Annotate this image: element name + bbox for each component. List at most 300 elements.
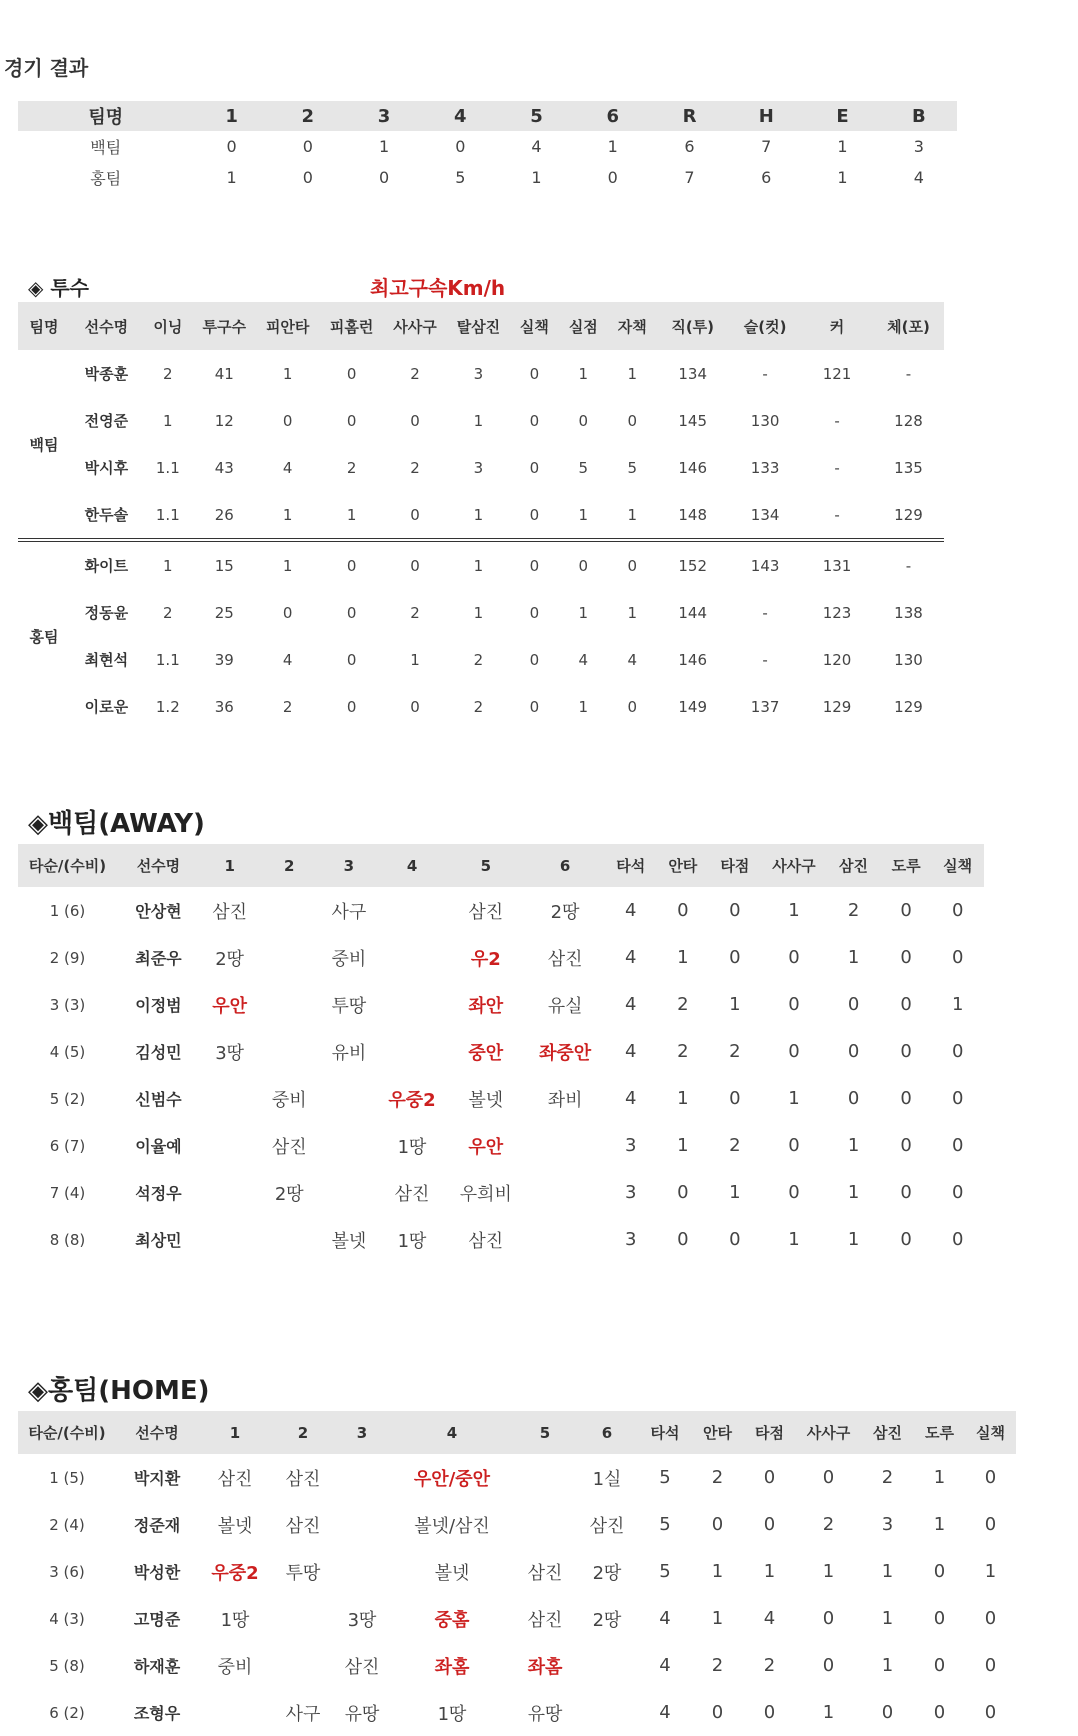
stat-cell: 0	[933, 1702, 946, 1723]
stat-cell: 0	[729, 947, 741, 968]
inning-result: 1땅	[397, 1230, 427, 1252]
score-cell: 홍팀	[90, 169, 122, 188]
batting-order: 5 (8)	[49, 1656, 85, 1675]
column-header: 실책	[965, 1411, 1016, 1454]
stat-cell: 0	[951, 1135, 964, 1156]
table-row	[18, 540, 944, 589]
column-header: B	[881, 101, 957, 131]
home-title: ◈홍팀(HOME)	[28, 1376, 210, 1406]
stat-cell: 123	[822, 603, 852, 622]
stat-cell: 0	[822, 1467, 835, 1488]
column-header: 선수명	[117, 844, 200, 887]
table-row	[18, 491, 944, 540]
stat-cell: 1	[763, 1561, 776, 1582]
column-header: 6	[576, 1411, 638, 1454]
inning-result: 투땅	[331, 995, 367, 1017]
score-cell: 0	[226, 137, 237, 156]
inning-result: 1실	[592, 1468, 622, 1490]
column-header: R	[651, 101, 728, 131]
inning-result	[334, 1454, 390, 1501]
inning-result	[576, 1642, 638, 1689]
column-header: 1	[198, 1411, 272, 1454]
inning-result: 투땅	[285, 1562, 321, 1584]
table-row	[18, 934, 984, 981]
inning-result: 3땅	[347, 1609, 377, 1631]
inning-result: 우중2	[388, 1089, 436, 1111]
inning-result: 2땅	[215, 948, 245, 970]
player-name: 김성민	[135, 1043, 182, 1062]
stat-cell: 1	[711, 1561, 724, 1582]
inning-result: 1땅	[220, 1609, 250, 1631]
inning-result: 좌안	[468, 995, 504, 1017]
stat-cell: 1	[822, 1702, 835, 1723]
stat-cell: 2	[410, 603, 420, 622]
stat-cell: 0	[788, 994, 800, 1015]
stat-cell: 2	[473, 650, 484, 669]
column-header: 피안타	[256, 302, 320, 350]
stat-cell: 121	[822, 364, 852, 383]
inning-result	[198, 1689, 272, 1736]
column-header: 실책	[510, 302, 558, 350]
player-name: 조형우	[133, 1704, 181, 1723]
column-header: 도루	[914, 1411, 965, 1454]
stat-cell: 0	[320, 540, 384, 589]
speed-note: 최고구속Km/h	[370, 276, 506, 300]
stat-cell: 1	[163, 411, 173, 430]
scoreboard-header	[18, 101, 957, 131]
stat-cell: 2	[677, 1041, 689, 1062]
inning-result: 삼진	[468, 1230, 504, 1252]
column-header: 이닝	[143, 302, 193, 350]
stat-cell: 0	[951, 1229, 964, 1250]
inning-result: 중비	[271, 1089, 307, 1111]
column-header: 1	[193, 101, 269, 131]
inning-result	[259, 934, 319, 981]
stat-cell: 1	[788, 1229, 800, 1250]
stat-cell: 0	[529, 603, 540, 622]
stat-cell: 0	[881, 1702, 894, 1723]
inning-result	[200, 1216, 260, 1263]
stat-cell: 0	[951, 1182, 964, 1203]
stat-cell: 1	[282, 505, 293, 524]
stat-cell: 15	[193, 540, 256, 589]
player-name: 고명준	[133, 1610, 181, 1629]
column-header: 타점	[708, 844, 762, 887]
player-name: 박성한	[133, 1563, 181, 1582]
stat-cell: 0	[984, 1467, 997, 1488]
pitchers-title: ◈ 투수	[28, 276, 89, 300]
stat-cell: 1	[951, 994, 964, 1015]
stat-cell: 134	[678, 364, 707, 383]
stat-cell: 1	[847, 1182, 860, 1203]
stat-cell: 0	[900, 1182, 912, 1203]
column-header: 피홈런	[320, 302, 384, 350]
stat-cell: 2	[711, 1655, 724, 1676]
stat-cell: 1	[627, 603, 638, 622]
stat-cell: 0	[788, 1182, 800, 1203]
stat-cell: -	[762, 364, 768, 383]
team-cell: 백팀	[29, 435, 59, 454]
stat-cell: -	[905, 364, 912, 383]
stat-cell: -	[873, 540, 944, 589]
stat-cell: 41	[214, 364, 234, 383]
stat-cell: 0	[529, 697, 540, 716]
stat-cell: 1	[711, 1608, 724, 1629]
stat-cell: 144	[678, 603, 707, 622]
stat-cell: 3	[473, 458, 484, 477]
scoreboard-body	[18, 131, 957, 193]
stat-cell: 12	[214, 411, 234, 430]
stat-cell: 0	[410, 697, 420, 716]
stat-cell: 1	[473, 505, 484, 524]
stat-cell: 0	[729, 1088, 741, 1109]
stat-cell: 1	[677, 947, 689, 968]
stat-cell: 0	[384, 540, 447, 589]
stat-cell: 3	[625, 1182, 637, 1203]
stat-cell: 1	[881, 1608, 894, 1629]
stat-cell: 4	[625, 994, 637, 1015]
stat-cell: 129	[894, 697, 923, 716]
stat-cell: 2	[729, 1135, 741, 1156]
inning-result	[334, 1548, 390, 1595]
stat-cell: 0	[788, 1041, 800, 1062]
table-row	[18, 1548, 1016, 1595]
stat-cell: 3	[473, 364, 484, 383]
table-row	[18, 1028, 984, 1075]
table-row	[18, 1169, 984, 1216]
player-name: 최상민	[135, 1231, 182, 1250]
stat-cell: 1	[627, 505, 638, 524]
stat-cell: 0	[788, 947, 800, 968]
stat-cell: 0	[763, 1702, 776, 1723]
inning-result: 2땅	[592, 1609, 622, 1631]
inning-result: 우안/중안	[413, 1468, 491, 1490]
column-header: 체(포)	[873, 302, 944, 350]
stat-cell: -	[762, 603, 768, 622]
table-row	[18, 1689, 1016, 1736]
stat-cell: 2	[410, 458, 420, 477]
inning-result: 좌중안	[539, 1042, 592, 1064]
stat-cell: 0	[410, 411, 420, 430]
stat-cell: 2	[346, 458, 357, 477]
stat-cell: 0	[900, 1088, 912, 1109]
stat-cell: 43	[214, 458, 234, 477]
stat-cell: 4	[659, 1655, 671, 1676]
stat-cell: 4	[625, 900, 637, 921]
stat-cell: 1.1	[155, 505, 180, 524]
column-header: 도루	[881, 844, 932, 887]
player-name: 정준재	[133, 1516, 181, 1535]
score-cell: 0	[607, 168, 618, 187]
score-cell: 0	[302, 168, 313, 187]
stat-cell: 1	[788, 900, 800, 921]
stat-cell: 4	[282, 650, 293, 669]
column-header: 4	[390, 1411, 514, 1454]
stat-cell: 120	[822, 650, 852, 669]
stat-cell: 1	[410, 650, 420, 669]
stat-cell: 128	[894, 411, 923, 430]
stat-cell: 0	[729, 1229, 741, 1250]
inning-result	[576, 1689, 638, 1736]
column-header: 삼진	[826, 844, 881, 887]
stat-cell: 4	[627, 650, 638, 669]
stat-cell: 0	[763, 1467, 776, 1488]
column-header: 투구수	[193, 302, 256, 350]
inning-result: 중비	[331, 948, 367, 970]
stat-cell: 0	[729, 900, 741, 921]
stat-cell: 2	[711, 1467, 724, 1488]
stat-cell: 5	[578, 458, 589, 477]
stat-cell: 2	[881, 1467, 894, 1488]
batting-order: 1 (6)	[49, 901, 86, 920]
stat-cell: 2	[847, 900, 860, 921]
stat-cell: 5	[627, 458, 638, 477]
table-row	[18, 162, 957, 193]
stat-cell: 1	[933, 1514, 946, 1535]
stat-cell: 0	[346, 411, 357, 430]
stat-cell: 0	[529, 505, 540, 524]
stat-cell: 0	[346, 603, 357, 622]
stat-cell: 0	[984, 1514, 997, 1535]
stat-cell: 4	[625, 1088, 637, 1109]
stat-cell: 1	[677, 1135, 689, 1156]
stat-cell: 137	[750, 697, 780, 716]
table-row	[18, 683, 944, 730]
inning-result: 2땅	[550, 901, 580, 923]
stat-cell: 138	[894, 603, 923, 622]
stat-cell: 4	[625, 1041, 637, 1062]
score-cell: 5	[455, 168, 466, 187]
player-name: 정동윤	[84, 604, 129, 622]
table-row	[18, 397, 944, 444]
stat-cell: 1	[578, 603, 589, 622]
player-name: 이로운	[84, 698, 129, 716]
inning-result: 유땅	[344, 1703, 380, 1725]
table-row	[18, 1642, 1016, 1689]
stat-cell: 0	[822, 1655, 835, 1676]
stat-cell: 5	[659, 1467, 671, 1488]
stat-cell: 1	[473, 603, 484, 622]
score-cell: 백팀	[90, 138, 122, 157]
column-header: 2	[270, 101, 346, 131]
inning-result: 중홈	[434, 1609, 470, 1631]
batting-order: 1 (5)	[49, 1468, 85, 1487]
inning-result	[259, 887, 319, 934]
stat-cell: 0	[282, 411, 293, 430]
inning-result: 우중2	[211, 1562, 259, 1584]
stat-cell: 0	[822, 1608, 835, 1629]
batting-order: 5 (2)	[49, 1089, 86, 1108]
stat-cell: -	[834, 458, 840, 477]
score-cell: 1	[378, 137, 390, 156]
stat-cell: 0	[558, 540, 608, 589]
stat-cell: 0	[951, 1088, 964, 1109]
player-name: 신범수	[135, 1090, 182, 1109]
score-cell: 1	[607, 137, 618, 156]
inning-result: 2땅	[592, 1562, 622, 1584]
stat-cell: 0	[763, 1514, 776, 1535]
column-header: 팀명	[18, 302, 70, 350]
player-name: 이정범	[135, 996, 182, 1015]
stat-cell: 0	[900, 1229, 912, 1250]
inning-result: 볼넷	[434, 1562, 470, 1584]
stat-cell: 0	[788, 1135, 800, 1156]
pitchers-body	[18, 350, 944, 730]
inning-result: 1땅	[397, 1136, 427, 1158]
stat-cell: 0	[951, 900, 964, 921]
stat-cell: 0	[933, 1608, 946, 1629]
score-cell: 1	[837, 168, 848, 187]
inning-result: 삼진	[285, 1468, 321, 1490]
column-header: 타순/(수비)	[18, 1411, 116, 1454]
column-header: 타석	[638, 1411, 692, 1454]
column-header: 2	[272, 1411, 334, 1454]
column-header: 타점	[743, 1411, 796, 1454]
stat-cell: 2	[729, 1041, 741, 1062]
away-title: ◈백팀(AWAY)	[28, 809, 205, 839]
player-name: 최현석	[84, 651, 129, 669]
player-name: 하재훈	[133, 1657, 181, 1676]
inning-result: 우안	[468, 1136, 504, 1158]
stat-cell: 4	[282, 458, 293, 477]
stat-cell: 0	[529, 650, 540, 669]
score-cell: 4	[913, 168, 924, 187]
stat-cell: 4	[763, 1608, 776, 1629]
inning-result: 볼넷	[217, 1515, 253, 1537]
inning-result: 우2	[470, 948, 501, 970]
batting-order: 2 (9)	[49, 948, 86, 967]
player-name: 안상현	[135, 902, 182, 921]
inning-result	[379, 934, 446, 981]
column-header: 탈삼진	[446, 302, 510, 350]
stat-cell: 0	[933, 1655, 946, 1676]
stat-cell: 0	[900, 900, 912, 921]
player-name: 화이트	[70, 540, 143, 589]
batting-order: 4 (3)	[49, 1609, 85, 1628]
score-cell: 0	[378, 168, 390, 187]
stat-cell: 0	[677, 1182, 689, 1203]
home-header	[18, 1411, 1016, 1454]
column-header: 삼진	[861, 1411, 914, 1454]
inning-result: 우희비	[459, 1183, 512, 1205]
stat-cell: 0	[677, 1229, 689, 1250]
stat-cell: 1.1	[155, 458, 180, 477]
column-header: 5	[498, 101, 574, 131]
home-body	[18, 1454, 1016, 1736]
column-header: 실점	[558, 302, 608, 350]
inning-result: 삼진	[589, 1515, 625, 1537]
column-header: 팀명	[18, 101, 193, 131]
stat-cell: 0	[627, 697, 638, 716]
stat-cell: 135	[894, 458, 923, 477]
stat-cell: 2	[410, 364, 420, 383]
score-cell: 6	[761, 168, 772, 187]
stat-cell: 1	[578, 364, 589, 383]
inning-result	[319, 1075, 379, 1122]
stat-cell: 2	[763, 1655, 776, 1676]
inning-result: 사구	[285, 1703, 321, 1725]
away-header	[18, 844, 984, 887]
column-header: 직(투)	[656, 302, 729, 350]
player-name: 박시후	[84, 459, 129, 477]
column-header: 4	[422, 101, 498, 131]
inning-result: 좌홈	[434, 1656, 470, 1678]
stat-cell: 0	[529, 411, 540, 430]
table-row	[18, 1501, 1016, 1548]
player-name: 박종훈	[84, 365, 129, 383]
inning-result: 삼진	[394, 1183, 430, 1205]
stat-cell: 1.2	[155, 697, 180, 716]
player-name: 석정우	[135, 1184, 182, 1203]
column-header: 선수명	[70, 302, 143, 350]
inning-result	[319, 1122, 379, 1169]
stat-cell: 0	[900, 947, 912, 968]
inning-result: 볼넷/삼진	[414, 1515, 490, 1537]
batting-order: 2 (4)	[49, 1515, 85, 1534]
stat-cell: 0	[578, 411, 589, 430]
stat-cell: 1	[984, 1561, 997, 1582]
column-header: 사사구	[762, 844, 827, 887]
stat-cell: 4	[578, 650, 589, 669]
column-header: 실책	[931, 844, 984, 887]
stat-cell: 0	[951, 1041, 964, 1062]
inning-result	[379, 1028, 446, 1075]
stat-cell: 0	[410, 505, 420, 524]
column-header: 사사구	[796, 1411, 861, 1454]
score-cell: 6	[684, 137, 695, 156]
stat-cell: 4	[659, 1608, 671, 1629]
table-row	[18, 589, 944, 636]
stat-cell: 0	[529, 364, 540, 383]
stat-cell: 143	[729, 540, 801, 589]
inning-result: 삼진	[527, 1609, 563, 1631]
stat-cell: 1	[933, 1467, 946, 1488]
player-name: 박지환	[133, 1469, 181, 1488]
stat-cell: -	[834, 505, 840, 524]
stat-cell: 152	[656, 540, 729, 589]
inning-result: 중안	[468, 1042, 504, 1064]
stat-cell: 5	[659, 1561, 671, 1582]
stat-cell: 0	[608, 540, 656, 589]
table-row	[18, 350, 944, 397]
inning-result	[272, 1595, 334, 1642]
home-batting-table	[18, 1411, 1016, 1736]
inning-result: 3땅	[215, 1042, 245, 1064]
column-header: 선수명	[116, 1411, 198, 1454]
inning-result	[272, 1642, 334, 1689]
page-title: 경기 결과	[4, 56, 89, 80]
stat-cell: 5	[659, 1514, 671, 1535]
pitchers-table	[18, 302, 944, 730]
inning-result: 삼진	[547, 948, 583, 970]
stat-cell: 0	[984, 1655, 997, 1676]
column-header: 자책	[608, 302, 656, 350]
inning-result	[514, 1501, 576, 1548]
stat-cell: 131	[801, 540, 873, 589]
table-row	[18, 131, 957, 162]
inning-result: 삼진	[271, 1136, 307, 1158]
player-name: 한두솔	[84, 506, 129, 524]
stat-cell: 0	[677, 900, 689, 921]
stat-cell: 0	[900, 1041, 912, 1062]
column-header: 3	[319, 844, 379, 887]
inning-result: 중비	[217, 1656, 253, 1678]
stat-cell: 1	[256, 540, 320, 589]
inning-result: 1땅	[437, 1703, 467, 1725]
column-header: 안타	[692, 1411, 743, 1454]
batting-order: 6 (7)	[49, 1136, 86, 1155]
stat-cell: 129	[894, 505, 923, 524]
